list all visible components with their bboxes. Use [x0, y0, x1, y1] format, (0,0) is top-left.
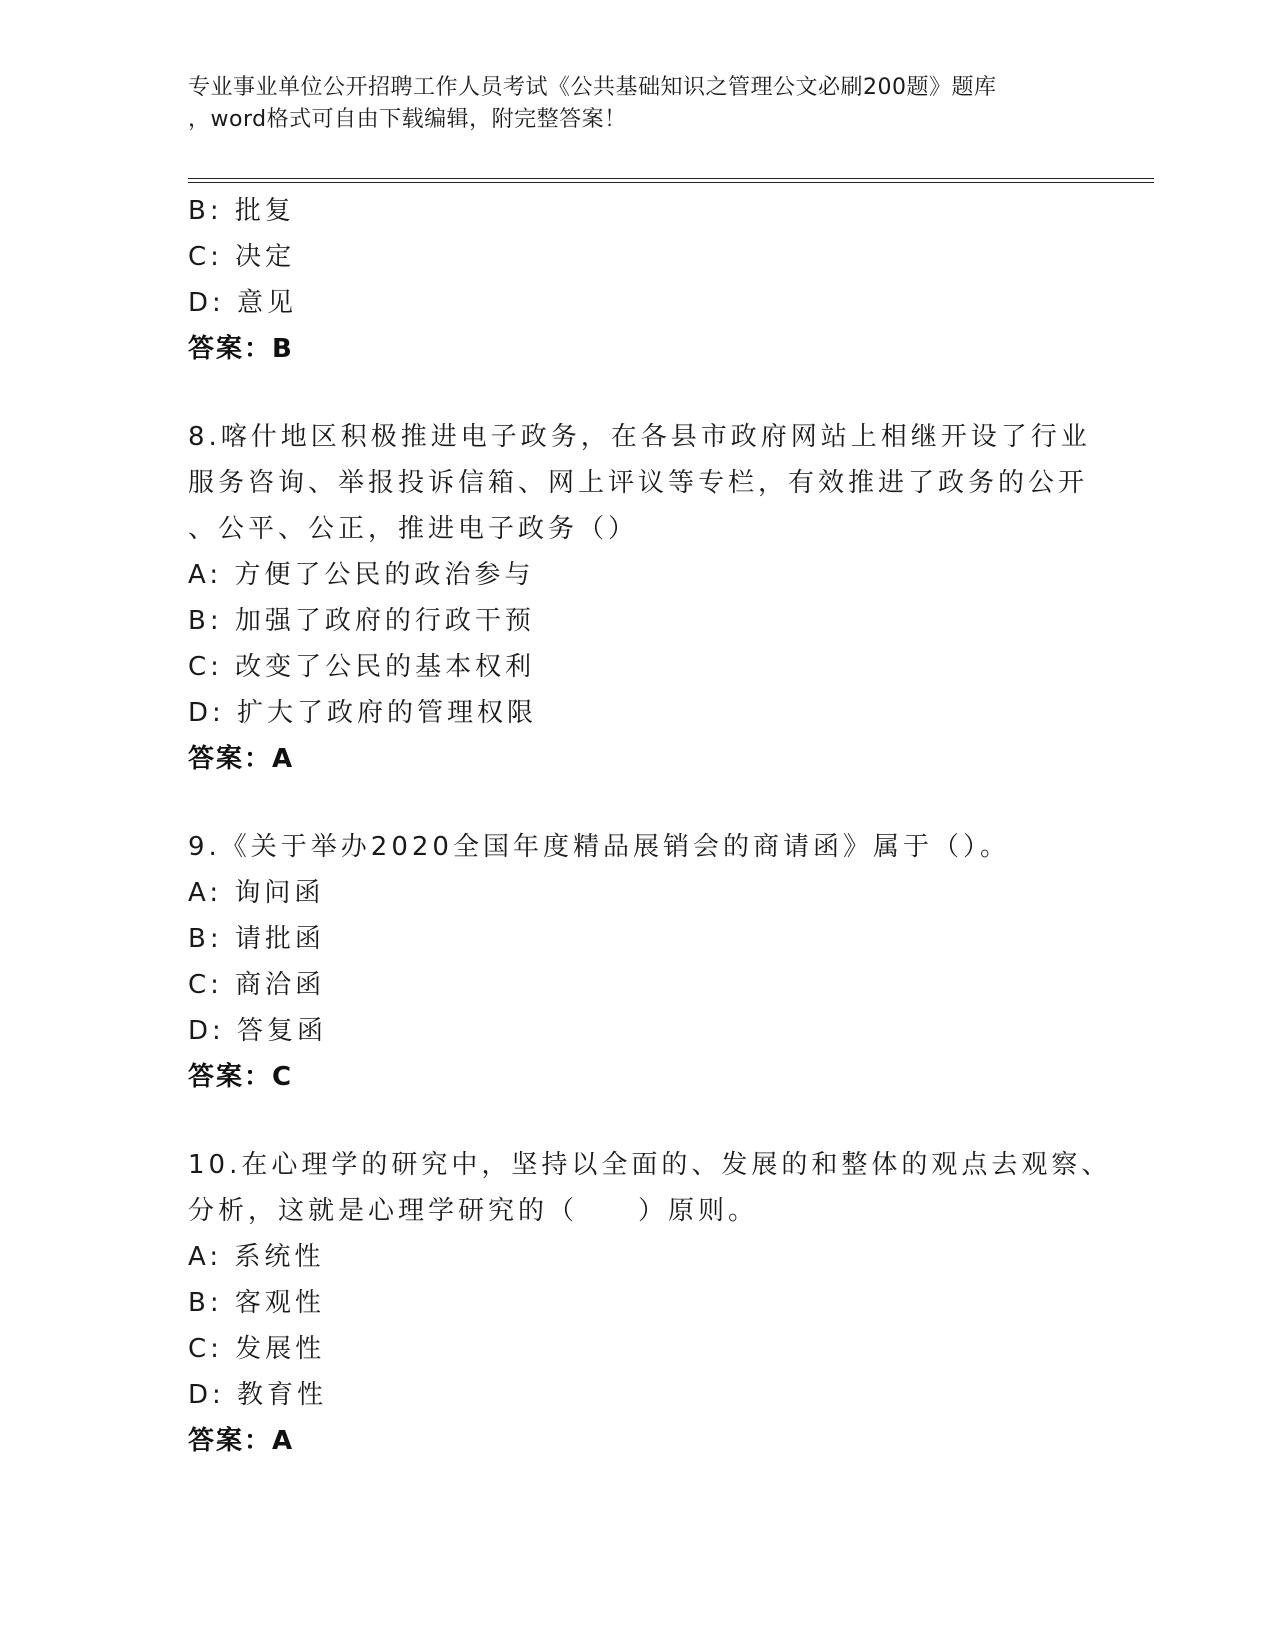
question-7-tail — [188, 188, 1088, 372]
option-d: D: 教育性 — [188, 1380, 328, 1410]
answer: 答案：A — [188, 744, 295, 774]
spacer — [188, 1100, 1088, 1142]
option-d: D: 答复函 — [188, 1016, 328, 1046]
header-divider — [188, 178, 1154, 183]
header-title-line-1: 专业事业单位公开招聘工作人员考试《公共基础知识之管理公文必刷200题》题库 — [188, 75, 997, 100]
spacer — [188, 372, 1088, 414]
question-stem: 、公平、公正，推进电子政务（） — [188, 514, 639, 544]
spacer — [188, 782, 1088, 824]
document-body — [188, 188, 1112, 1464]
option-b: B: 客观性 — [188, 1288, 325, 1318]
option-b: B: 加强了政府的行政干预 — [188, 606, 535, 636]
option-a: A: 方便了公民的政治参与 — [188, 560, 535, 590]
header-title-line-2: ，word格式可自由下载编辑，附完整答案！ — [188, 107, 627, 132]
option-c: C: 发展性 — [188, 1334, 326, 1364]
question-stem: 8.喀什地区积极推进电子政务，在各县市政府网站上相继开设了行业 — [188, 422, 1091, 452]
page-header — [188, 72, 1088, 136]
option-d: D: 意见 — [188, 288, 298, 318]
answer: 答案：A — [188, 1426, 295, 1456]
option-d: D: 扩大了政府的管理权限 — [188, 698, 538, 728]
answer: 答案：C — [188, 1062, 294, 1092]
option-b: B: 请批函 — [188, 924, 325, 954]
option-a: A: 询问函 — [188, 878, 325, 908]
answer: 答案：B — [188, 334, 294, 364]
option-a: A: 系统性 — [188, 1242, 325, 1272]
option-b: B: 批复 — [188, 196, 295, 226]
question-stem: 10.在心理学的研究中，坚持以全面的、发展的和整体的观点去观察、 — [188, 1150, 1112, 1180]
option-c: C: 商洽函 — [188, 970, 326, 1000]
question-stem: 服务咨询、举报投诉信箱、网上评议等专栏，有效推进了政务的公开 — [188, 468, 1089, 498]
option-c: C: 决定 — [188, 242, 296, 272]
question-stem: 9.《关于举办2020全国年度精品展销会的商请函》属于（）。 — [188, 832, 1010, 862]
question-stem: 分析，这就是心理学研究的（ ）原则。 — [188, 1196, 759, 1226]
question-8 — [188, 414, 1091, 782]
question-9 — [188, 824, 1088, 1100]
question-10 — [188, 1142, 1112, 1464]
option-c: C: 改变了公民的基本权利 — [188, 652, 536, 682]
